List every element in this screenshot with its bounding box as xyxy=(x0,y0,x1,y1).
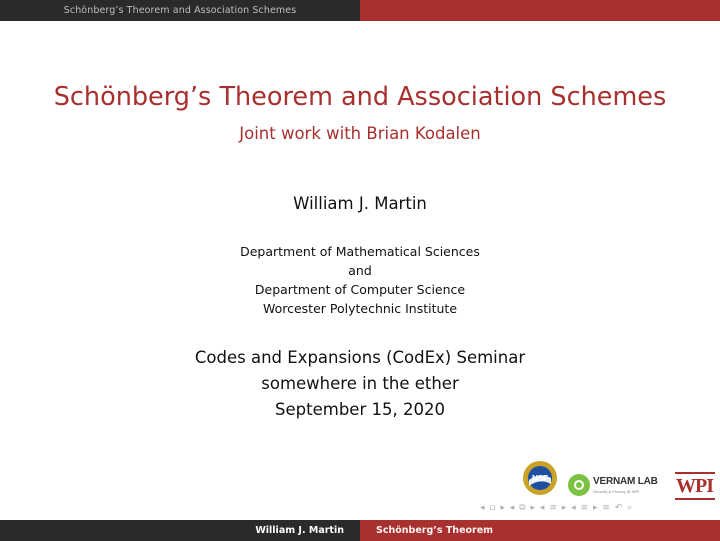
nav-search-icon[interactable]: ⌕ xyxy=(627,503,633,513)
event-line: somewhere in the ether xyxy=(261,374,459,393)
event-block xyxy=(0,345,720,423)
nav-prev-part-icon[interactable]: ◂ xyxy=(571,503,576,513)
nav-next-section-icon[interactable]: ▸ xyxy=(561,503,567,513)
nav-prev-subsection-icon[interactable]: ◂ xyxy=(509,503,515,513)
nav-prev-section-icon[interactable]: ◂ xyxy=(539,503,545,513)
nav-part-icon[interactable]: ≡ xyxy=(580,503,589,513)
event-date: September 15, 2020 xyxy=(275,400,445,419)
footer-title-section xyxy=(360,520,720,541)
nav-frame-icon[interactable]: ▫ xyxy=(489,503,496,513)
slide-subtitle: Joint work with Brian Kodalen xyxy=(239,124,481,143)
nav-next-frame-icon[interactable]: ▸ xyxy=(500,503,505,513)
footer-short-title[interactable]: Schönberg’s Theorem xyxy=(376,525,494,536)
event-line: Codes and Expansions (CodEx) Seminar xyxy=(194,348,526,367)
header-bar xyxy=(0,0,720,21)
nav-prev-frame-icon[interactable]: ◂ xyxy=(480,503,485,513)
header-accent-section xyxy=(360,0,720,21)
header-title-section xyxy=(0,0,360,21)
beamer-navigation xyxy=(480,503,710,517)
author-name: William J. Martin xyxy=(293,194,427,213)
header-short-title[interactable]: Schönberg’s Theorem and Association Schemes xyxy=(63,5,297,16)
footer-author[interactable]: William J. Martin xyxy=(255,525,344,536)
wpi-logo xyxy=(675,472,715,500)
nav-section-icon[interactable]: ≡ xyxy=(549,503,557,513)
affiliation-line: and xyxy=(348,263,372,278)
footer-bar xyxy=(0,520,720,541)
nav-subsection-icon[interactable]: ⧉ xyxy=(519,503,526,513)
vernam-logo-text: VERNAM LAB xyxy=(593,476,658,487)
wpi-bottom-rule xyxy=(675,498,715,500)
nav-next-subsection-icon[interactable]: ▸ xyxy=(530,503,536,513)
affiliation-block xyxy=(0,242,720,318)
nav-undo-icon[interactable]: ↶ xyxy=(614,503,623,513)
wpi-top-rule xyxy=(675,472,715,474)
nav-next-part-icon[interactable]: ▸ xyxy=(592,503,598,513)
vernam-logo-subtext: Security & Privacy @ WPI xyxy=(593,489,640,494)
vernam-leaf-icon xyxy=(568,474,590,496)
slide-title: Schönberg’s Theorem and Association Schemes xyxy=(53,82,667,112)
affiliation-line: Department of Mathematical Sciences xyxy=(240,244,480,259)
affiliation-line: Department of Computer Science xyxy=(254,282,466,297)
nsf-logo xyxy=(522,460,558,496)
logo-row xyxy=(520,460,715,500)
affiliation-line: Worcester Polytechnic Institute xyxy=(262,301,458,316)
nsf-logo-text: NSF xyxy=(532,474,548,483)
wpi-logo-text: WPI xyxy=(676,475,713,497)
vernam-lab-logo xyxy=(568,474,658,498)
nav-outline-icon[interactable]: ≡ xyxy=(602,503,610,513)
footer-author-section xyxy=(0,520,360,541)
